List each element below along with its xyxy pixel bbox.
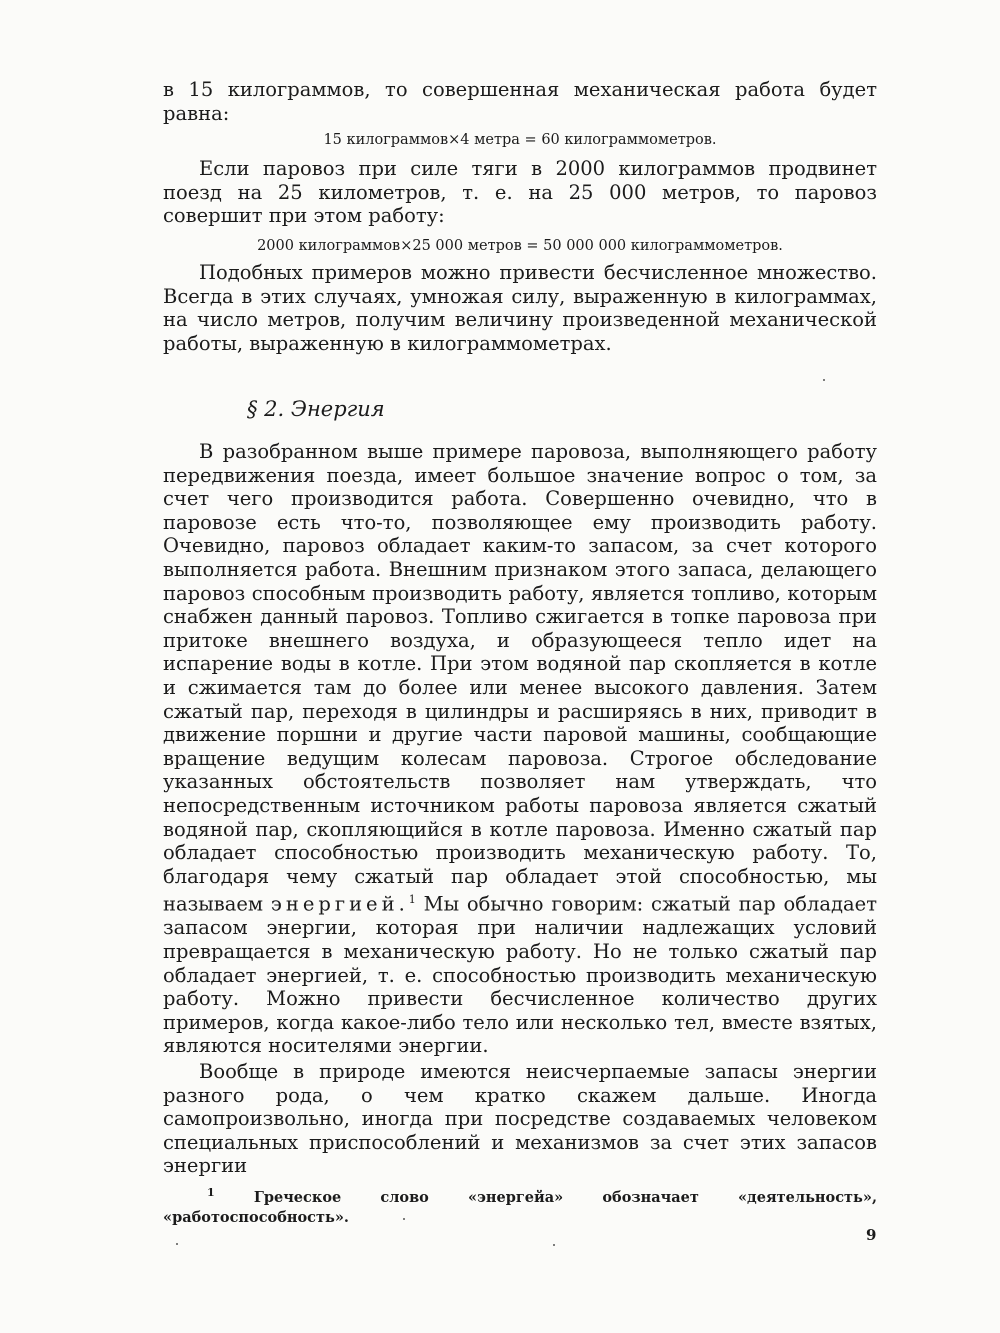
formula-work-1: 15 килограммов×4 метра = 60 килограммометров. bbox=[323, 132, 717, 149]
footnote-mark: 1 bbox=[207, 1186, 215, 1199]
footnote-text: Греческое слово «энергейа» обозначает «деятельность», «работоспособность». bbox=[163, 1188, 877, 1226]
energy-term: энергией. bbox=[270, 892, 409, 916]
page-number: 9 bbox=[866, 1226, 877, 1244]
print-speck bbox=[176, 1243, 178, 1245]
paragraph-locomotive-work: Если паровоз при силе тяги в 2000 килограммов продвинет поезд на 25 километров, т. е. на 25 000 метров, то паровоз совершит при этом работу: bbox=[163, 157, 877, 228]
continuation-text: в 15 килограммов, то совершенная механическая работа будет равна: bbox=[163, 78, 877, 125]
section-body bbox=[163, 440, 877, 1178]
paragraph-energy-part-b: Мы обычно говорим: сжатый пар обладает запасом энергии, которая при наличии надлежащих условий превращается в механическую работу. Но не только сжатый пар обладает энергией, т. е. способностью производить механическую работу. Можно привести бесчисленное количество других примеров, когда какое-либо тело или несколько тел, вместе взятых, являются носителями энергии. bbox=[163, 892, 877, 1058]
formula-work-2: 2000 килограммов×25 000 метров = 50 000 000 килограммометров. bbox=[257, 237, 783, 254]
footnote bbox=[163, 1183, 877, 1228]
paragraph-energy-definition bbox=[163, 440, 877, 1058]
footnote-block bbox=[163, 1183, 877, 1228]
top-text-block bbox=[163, 78, 877, 355]
paragraph-examples: Подобных примеров можно привести бесчисленное множество. Всегда в этих случаях, умножая силу, выраженную в килограммах, на число метров, получим величину произведенной механической работы, выраженную в килограммометрах. bbox=[163, 260, 877, 355]
section-heading: § 2. Энергия bbox=[247, 397, 385, 421]
paragraph-nature-energy: Вообще в природе имеются неисчерпаемые запасы энергии разного рода, о чем кратко скажем дальше. Иногда самопроизвольно, иногда при посредстве создаваемых человеком специальных приспособлений и механизмов за счет этих запасов энергии bbox=[163, 1059, 877, 1178]
paragraph-energy-part-a: В разобранном выше примере паровоза, выполняющего работу передвижения поезда, имеет большое значение вопрос о том, за счет чего производится работа. Совершенно очевидно, что в паровозе есть что-то, позволяющее ему производить работу. Очевидно, паровоз обладает каким-то запасом, за счет которого выполняется работа. Внешним признаком этого запаса, делающего паровоз способным производить работу, является топливо, которым снабжен данный паровоз. Топливо сжигается в топке паровоза при притоке внешнего воздуха, и образующееся тепло идет на испарение воды в котле. При этом водяной пар скопляется в котле и сжимается там до более или менее высокого давления. Затем сжатый пар, переходя в цилиндры и расширяясь в них, приводит в движение поршни и другие части паровой машины, сообщающие вращение ведущим колесам паровоза. Строгое обследование указанных обстоятельств позволяет нам утверждать, что непосредственным источником работы паровоза является сжатый водяной пар, скопляющийся в котле паровоза. Именно сжатый пар обладает способностью производить механическую работу. То, благодаря чему сжатый пар обладает этой способностью, мы называем bbox=[163, 440, 877, 916]
footnote-reference: 1 bbox=[408, 893, 416, 907]
print-speck bbox=[823, 379, 825, 381]
print-speck bbox=[403, 1218, 405, 1220]
print-speck bbox=[553, 1244, 555, 1246]
